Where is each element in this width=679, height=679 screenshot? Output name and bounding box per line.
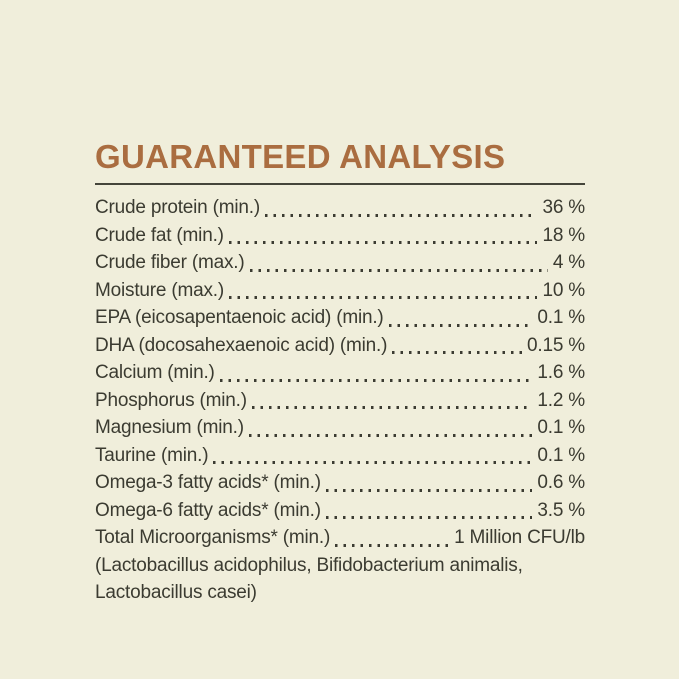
analysis-row [95,332,585,360]
species-line-2: Lactobacillus casei) [95,582,257,603]
nutrient-label: Moisture (max.) [95,279,224,301]
dot-leader [265,214,538,217]
dot-leader [335,544,449,547]
nutrient-value: 1.6 % [537,362,585,383]
analysis-list [95,194,585,552]
section-title: GUARANTEED ANALYSIS [95,138,506,175]
nutrient-value: 0.6 % [537,472,585,493]
nutrient-value: 0.15 % [527,334,585,356]
analysis-row [95,277,585,305]
nutrient-label: EPA (eicosapentaenoic acid) (min.) [95,307,384,328]
analysis-row [95,359,585,387]
nutrient-label: Phosphorus (min.) [95,389,247,411]
dot-leader [389,324,533,327]
nutrient-value: 10 % [542,279,585,301]
nutrient-value: 18 % [542,224,585,246]
nutrient-label: Crude fiber (max.) [95,252,245,273]
title-divider [95,183,585,185]
nutrient-value: 1 Million CFU/lb [454,527,585,548]
analysis-row [95,497,585,525]
nutrient-label: Crude protein (min.) [95,197,260,218]
nutrient-label: Omega-6 fatty acids* (min.) [95,499,321,521]
species-footnote [95,552,585,607]
analysis-row [95,469,585,497]
analysis-row [95,222,585,250]
nutrient-value: 4 % [552,252,585,273]
dot-leader [250,269,548,272]
dot-leader [213,461,532,464]
nutrient-label: Total Microorganisms* (min.) [95,527,331,548]
nutrient-value: 0.1 % [537,307,585,328]
guaranteed-analysis-panel [95,140,585,607]
nutrient-label: Taurine (min.) [95,444,209,466]
dot-leader [229,296,538,299]
nutrient-value: 0.1 % [537,444,585,466]
nutrient-label: Magnesium (min.) [95,417,244,438]
analysis-row [95,524,585,552]
nutrient-label: Crude fat (min.) [95,224,224,246]
nutrient-label: DHA (docosahexaenoic acid) (min.) [95,334,388,356]
nutrient-value: 0.1 % [537,417,585,438]
analysis-row [95,304,585,332]
dot-leader [249,434,533,437]
dot-leader [252,406,533,409]
analysis-row [95,442,585,470]
analysis-row [95,414,585,442]
nutrient-label: Calcium (min.) [95,362,215,383]
dot-leader [326,489,533,492]
dot-leader [392,351,522,354]
nutrient-label: Omega-3 fatty acids* (min.) [95,472,321,493]
analysis-row [95,194,585,222]
nutrient-value: 1.2 % [537,389,585,411]
nutrient-value: 3.5 % [537,499,585,521]
dot-leader [326,516,533,519]
analysis-row [95,249,585,277]
dot-leader [229,241,538,244]
species-line-1: (Lactobacillus acidophilus, Bifidobacterium animalis, [95,554,523,576]
nutrient-value: 36 % [542,197,585,218]
analysis-row [95,387,585,415]
dot-leader [220,379,533,382]
